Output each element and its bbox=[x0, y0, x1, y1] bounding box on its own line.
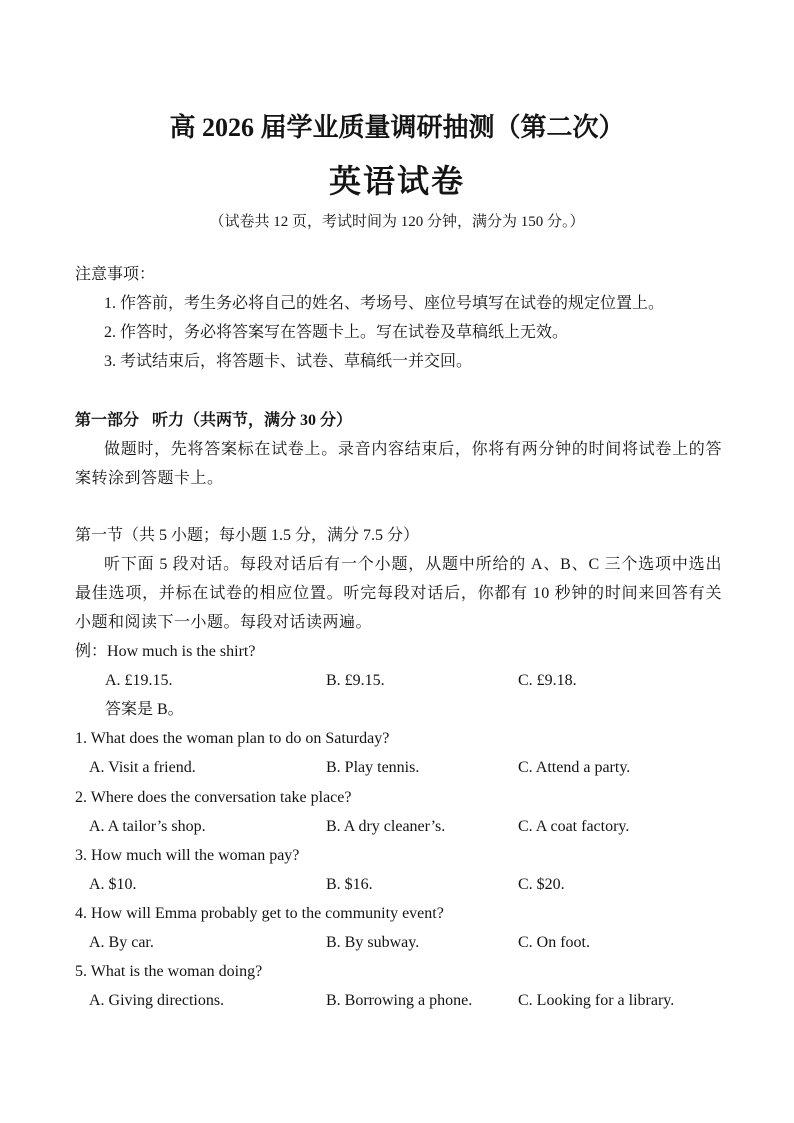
subject-title: 英语试卷 bbox=[328, 163, 465, 199]
example-stem: How much is the shirt? bbox=[107, 643, 256, 660]
option-a: A. $10. bbox=[89, 875, 137, 893]
option-row bbox=[75, 870, 722, 899]
option-c: C. $20. bbox=[518, 875, 565, 893]
option-b: B. £9.15. bbox=[326, 672, 385, 690]
option-b: B. Borrowing a phone. bbox=[326, 992, 473, 1010]
question-stem: 3. How much will the woman pay? bbox=[75, 846, 300, 864]
part-instructions: 做题时，先将答案标在试卷上。录音内容结束后，你将有两分钟的时间将试卷上的答案转涂到答题卡上。 bbox=[75, 441, 722, 488]
part-one bbox=[75, 406, 722, 493]
exam-title: 高 2026 届学业质量调研抽测（第二次） bbox=[169, 113, 625, 142]
notice-item: 2. 作答时，务必将答案写在答题卡上。写在试卷及草稿纸上无效。 bbox=[104, 324, 569, 342]
option-row bbox=[75, 812, 722, 841]
section-instructions: 听下面 5 段对话。每段对话后有一个小题，从题中所给的 A、B、C 三个选项中选出最佳选项，并标在试卷的相应位置。听完每段对话后，你都有 10 秒钟的时间来回答有关小题和阅读下一小题。每段对话读两遍。 bbox=[75, 556, 722, 632]
option-c: C. On foot. bbox=[518, 934, 590, 952]
example-options bbox=[75, 666, 722, 695]
notice-section bbox=[75, 260, 722, 376]
option-c: C. Looking for a library. bbox=[518, 992, 675, 1010]
option-b: B. $16. bbox=[326, 875, 373, 893]
option-a: A. Visit a friend. bbox=[89, 759, 196, 777]
part-heading bbox=[75, 406, 722, 435]
question-list bbox=[75, 637, 722, 1015]
option-row bbox=[75, 928, 722, 957]
example-question bbox=[75, 637, 722, 666]
part-title: 听力（共两节，满分 30 分） bbox=[152, 412, 353, 429]
option-a: A. A tailor’s shop. bbox=[89, 817, 206, 835]
option-row bbox=[75, 986, 722, 1015]
option-c: C. £9.18. bbox=[518, 672, 577, 690]
option-a: A. Giving directions. bbox=[89, 992, 225, 1010]
question-stem: 2. Where does the conversation take place? bbox=[75, 788, 352, 806]
notice-item: 1. 作答前，考生务必将自己的姓名、考场号、座位号填写在试卷的规定位置上。 bbox=[104, 295, 665, 313]
option-b: B. Play tennis. bbox=[326, 759, 420, 777]
exam-info: （试卷共 12 页，考试时间为 120 分钟，满分为 150 分。） bbox=[209, 214, 585, 230]
part-label: 第一部分 bbox=[75, 412, 140, 429]
option-b: B. A dry cleaner’s. bbox=[326, 817, 446, 835]
notice-heading: 注意事项： bbox=[75, 266, 156, 283]
question-stem: 1. What does the woman plan to do on Saturday? bbox=[75, 730, 390, 748]
section-one bbox=[75, 521, 722, 637]
option-c: C. A coat factory. bbox=[518, 817, 630, 835]
question-stem: 5. What is the woman doing? bbox=[75, 963, 263, 981]
option-b: B. By subway. bbox=[326, 934, 420, 952]
option-c: C. Attend a party. bbox=[518, 759, 631, 777]
question-stem: 4. How will Emma probably get to the community event? bbox=[75, 904, 444, 922]
example-answer: 答案是 B。 bbox=[105, 701, 184, 719]
notice-item: 3. 考试结束后，将答题卡、试卷、草稿纸一并交回。 bbox=[104, 353, 473, 371]
section-heading: 第一节（共 5 小题；每小题 1.5 分，满分 7.5 分） bbox=[75, 527, 420, 544]
example-prefix: 例： bbox=[75, 643, 108, 660]
option-row bbox=[75, 753, 722, 782]
option-a: A. £19.15. bbox=[105, 672, 173, 690]
option-a: A. By car. bbox=[89, 934, 154, 952]
